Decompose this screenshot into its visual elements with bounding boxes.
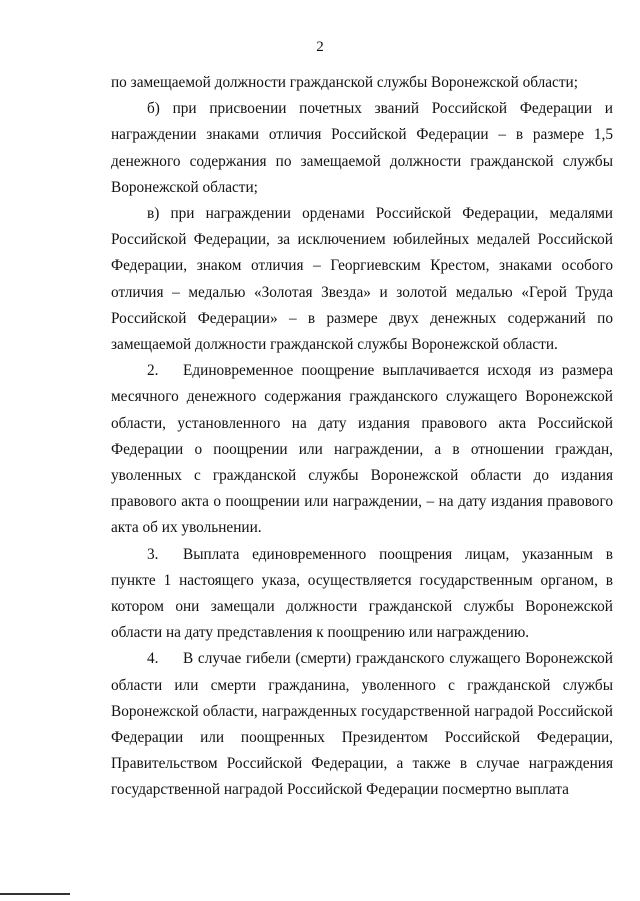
paragraph-item-4 bbox=[111, 646, 613, 803]
paragraph-item-2 bbox=[111, 358, 613, 541]
item-number: 4. bbox=[147, 650, 159, 668]
paragraph-subitem-b: б) при присвоении почетных званий Российской Федерации и награждении знаками отличия Российской Федерации – в размере 1,5 денежного содержания по замещаемой должности гражданской службы Воронежской области; bbox=[111, 100, 613, 196]
item-number: 3. bbox=[147, 545, 159, 563]
item-number: 2. bbox=[147, 362, 159, 380]
scan-edge-mark bbox=[0, 893, 70, 895]
document-body bbox=[111, 70, 613, 804]
item-text: Выплата единовременного поощрения лицам, указанным в пункте 1 настоящего указа, осуществляется государственным органом, в котором они замещали должности гражданской службы Воронежской области на дату представления к поощрению или награждению. bbox=[111, 545, 613, 642]
page-number: 2 bbox=[316, 39, 324, 55]
paragraph-item-3 bbox=[111, 542, 613, 647]
item-text: В случае гибели (смерти) гражданского служащего Воронежской области или смерти гражданина, уволенного с гражданской службы Воронежской области, награжденных государственной наградой Российской Федерации или поощренных Президентом Российской Федерации, Правительством Российской Федерации, а также в случае награждения государственной наградой Российской Федерации посмертно выплата bbox=[111, 650, 613, 799]
paragraph-continuation: по замещаемой должности гражданской службы Воронежской области; bbox=[111, 74, 578, 91]
paragraph-subitem-v: в) при награждении орденами Российской Федерации, медалями Российской Федерации, за исключением юбилейных медалей Российской Федерации, знаком отличия – Георгиевским Крестом, знаками особого отличия – медалью «Золотая Звезда» и золотой медалью «Герой Труда Российской Федерации» – в размере двух денежных содержаний по замещаемой должности гражданской службы Воронежской области. bbox=[111, 205, 613, 354]
item-text: Единовременное поощрение выплачивается исходя из размера месячного денежного содержания гражданского служащего Воронежской области, установленного на дату издания правового акта Российской Федерации о поощрении или награждении, а в отношении граждан, уволенных с гражданской службы Воронежской области до издания правового акта о поощрении или награждении, – на дату издания правового акта об их увольнении. bbox=[111, 362, 613, 537]
